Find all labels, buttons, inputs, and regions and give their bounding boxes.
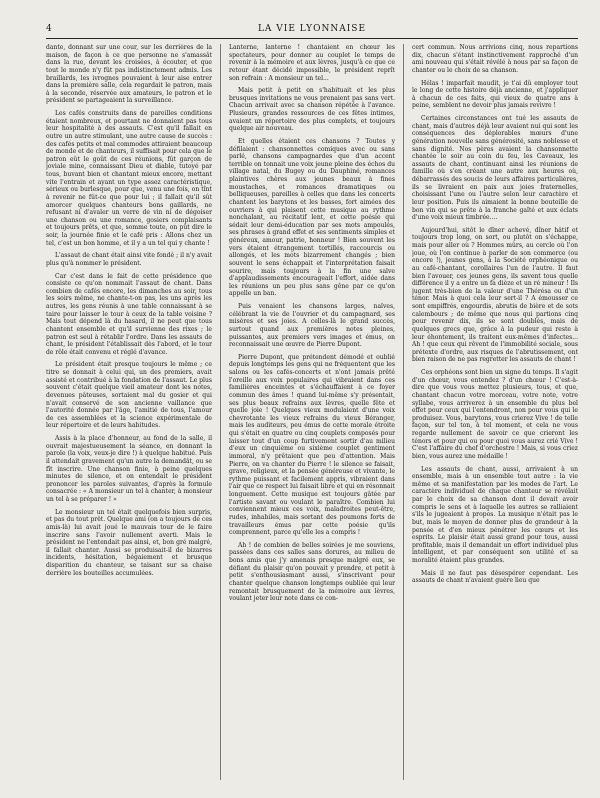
column-divider (220, 44, 221, 780)
paragraph: Mais petit à petit on s'habituait et les plus brusques invitations ne vous prenaient pas sans vert. Chacun arrivait avec sa chanson répétée à l'avance. Plusieurs, grandes ressources de ces fêtes intimes, avaient un répertoire des plus complets, et toujours quelque air nouveau. (229, 87, 395, 133)
paragraph: Lanterne, lanterne ! chantaient en chœur les spectateurs, pour donner au couplet le temps de revenir à la mémoire et aux lèvres, jusqu'à ce que ce retour étant décidé impossible, le président reprît son refrain : A monsieur un tel... (229, 44, 395, 82)
paragraph: Car c'est dans le fait de cette présidence que consiste ce qu'on nommait l'assaut de chant. Dans combien de cafés encore, les dimanches au soir, tous les soirs même, ne chante-t-on pas, les uns après les autres, les gens réunis à une table connaissant à se taire pour laisser le tour à ceux de la table voisine ? Mais tout dépend là du hasard, il ne peut que tous chantent ensemble et qu'il survienne des rixes ; le patron est seul à rétablir l'ordre. Dans les assauts de chant, le président l'établissait dès l'abord, et le tour de rôle était convenu et réglé d'avance. (46, 272, 212, 356)
page-number: 4 (46, 24, 53, 34)
paragraph: Et quelles étaient ces chansons ? Toutes y défilaient : chansonnettes comiques avec ou sans parlé, chansons campagnardes que d'un accent terrible on tonnait une voix jeune pleine des échos du village natal, du Bugey ou du Dauphiné, romances plaintives chères aux jeunes beaux à fines moustaches, et romances dramatiques ou belliqueuses, pareilles à celles que dans les concerts chantent les barytons et les basses, fort aimées des ouvriers à qui plaisent cette musique au rythme nonchalant, au récitatif lent, et cette poésie qui sédait leur demi-éducation par ses mots ampoulés, ses phrases à grand effet et ses sentiments simples et généreux, amour, patrie, honneur ! Bien souvent les vers étaient étrangement tortillés, raccourcis ou allongés, et les mots bizarrement changés ; bien souvent le sens échappait et l'interprétation faisait sourire, mais toujours à la fin une salve d'applaudissements encourageait l'effort, aidée dans les réunions un peu plus sans gêne par ce qu'on appelle un ban. (229, 137, 395, 298)
column-middle (229, 44, 395, 780)
paragraph: Mais il ne faut pas désespérer cependant. Les assauts de chant n'avaient guère lieu que (412, 569, 578, 585)
paragraph: dante, donnant sur une cour, sur les derrières de la maison, de façon à ce que personne ne s'amassât dans la rue, devant les croisées, à écouter, et que tout le monde n'y fût pas indistinctement admis. Les braillards, les ivrognes pouvaient à leur aise entrer dans la première salle, cela regardait le patron, mais à la seconde, réservée aux amateurs, le patron et le président se partageaient la surveillance. (46, 44, 212, 105)
paragraph: Ah ! de combien de belles soirées je me souviens, passées dans ces salles sans dorures, au milieu de bons amis que j'y amenais presque malgré eux, se défiant du plaisir qu'on pouvait y prendre, et petit à petit s'enthousiasmant aussi, s'inscrivant pour chanter quelque chanson longtemps oubliée qui leur remontait brusquement de la mémoire aux lèvres, voulant jeter leur note dans ce con- (229, 541, 395, 603)
paragraph: L'assaut de chant était ainsi vite fondé ; il n'y avait plus qu'à nommer le président. (46, 252, 212, 267)
column-divider (403, 44, 404, 780)
newspaper-page (46, 24, 578, 780)
paragraph: cert commun. Nous arrivions cinq, nous repartions dix, chacun s'étant instinctivement rapproché d'un ami nouveau qui s'était révélé à nous par sa façon de chanter ou le choix de sa chanson. (412, 44, 578, 74)
paragraph: Ces orphéons sont bien un signe du temps. Il s'agit d'un chœur, vous entendez ? d'un chœur ! C'est-à-dire que vous vous mettez plusieurs, tous, et que, chantant chacun votre morceau, votre note, votre syllabe, vous arriverez à un ensemble du plus bel effet pour ceux qui l'entendront, non pour vous qui le produisez. Vous, barytons, vous crierez Vive ! de telle façon, sur tel ton, à tel moment, et cela ne vous regarde nullement de savoir ce que crieront les ténors et pour qui ou pour quoi vous aurez crié Vive ! C'est l'affaire du chef d'orchestre ! Mais, si vous criez bien, vous aurez une médaille ! (412, 369, 578, 460)
paragraph: Le président était presque toujours le même ; ce titre se donnait à celui qui, un des premiers, avait assisté et contribué à la fondation de l'assaut. Le plus souvent c'était quelque vieil amateur dont les notes, devenues pâteuses, sortaient mal du gosier et qui n'avait conservé de son ancienne vaillance que l'autorité donnée par l'âge, l'amitié de tous, l'amour de ces assemblées et la science expérimentale de leur répertoire et de leurs habitudes. (46, 361, 212, 430)
running-head (46, 24, 578, 38)
paragraph: Le monsieur un tel était quelquefois bien surpris, et pas du tout prêt. Quelque ami (on a toujours de ces amis-là) lui avait joué le mauvais tour de le faire inscrire sans l'avoir nullement averti. Mais le président ne l'entendait pas ainsi, et, bon gré malgré, il fallait chanter. Aussi se produisait-il de bizarres incidents, hésitation, bégaiement et brusque disparition du chanteur, se taisant sur sa chaise derrière les bouteilles accumulées. (46, 508, 212, 577)
column-right (412, 44, 578, 780)
paragraph: Les cafés construits dans de pareilles conditions étaient nombreux, et pourtant ne donnaient pas tous leur hospitalité à des assauts. C'est qu'il fallait en outre un autre stimulant, une autre cause de succès : des cafés petits et mal commodes attiraient beaucoup de monde et de chanteurs, il suffisait pour cela que le patron eût le goût de ces réunions, fût garçon de joviale mine, connaissant Dieu et diable, tutoyé par tous, buvant bien et chantant mieux encore, mettant vite l'entrain et ayant un type assez caractéristique, sérieux ou burlesque, pour que, venu une fois, on tînt à revenir ne fût-ce que pour lui ; il fallait qu'il sût amorcer quelques chanteurs bons gaillards, ne refusant ni d'avaler un verre de vin ni de dégoiser une chanson ou une romance, gosiers complaisants et toujours prêts, et que, somme toute, on pût dire le soir, la journée finie et le café pris : Allons chez un tel, c'est un bon homme, et il y a un tel qui y chante ! (46, 110, 212, 247)
column-left (46, 44, 212, 780)
header-rule (46, 38, 578, 39)
paragraph: Aujourd'hui, sitôt le dîner achevé, dîner hâtif et toujours trop long, on sort, ou plutôt on s'échappe, mais pour aller où ? Hommes mûrs, au cercle où l'on joue, où l'on continue à parler de son commerce (ou encore !), jeunes gens, à la Société orphéonique ou au café-chantant, corollaires l'un de l'autre. Il faut bien l'avouer, ces jeunes gens, ils savent tous quelle différence il y a entre un fa dièze et un ré mineur ! Ils jugent très-bien de la valeur d'une Thérésa ou d'un ténor. Mais à quoi cela leur sert-il ? A émousser ce sont empiffrés, engourdis, abrutis de bière et de sots calembours ; de même que nous qui partions cinq pour revenir dix, ils se sont doublés, mais de quelques grecs que, grâce à la pudeur qui reste à leur éhontement, ils traitent eux-mêmes d'infectes... Ah ! que ceux qui rêvent de l'immobilité sociale, sous prétexte d'ordre, aux risques de l'abrutissement, ont bien raison de ne pas regretter les assauts de chant ! (412, 226, 578, 364)
text-columns (46, 44, 578, 780)
paragraph: Les assauts de chant, aussi, arrivaient à un ensemble, mais à un ensemble tout autre : la vie même et sa manifestation par les modes de l'art. Le caractère individuel de chaque chanteur se révélait par le choix de sa chanson dont il devait avoir compris le sens et à laquelle les autres se ralliaient s'ils le jugeaient à propos. La musique n'était pas le but, mais le moyen de donner plus de grandeur à la pensée et d'en mieux pénétrer les cœurs et les esprits. Le plaisir était aussi grand pour tous, aussi profitable, mais il demandait un effort individuel plus intelligent, et par conséquent son utilité et sa moralité étaient plus grandes. (412, 465, 578, 564)
paragraph: Certaines circonstances ont tué les assauts de chant, mais d'autres déjà leur avaient nui qui sont les conséquences des déplorables mœurs d'une génération nouvelle sans générosité, sans noblesse et sans dignité. Nos pères avaient la chansonnette chantée le soir au coin du feu, les Caveaux, les assauts de chant, continuant ainsi les réunions de famille où s'en créant une autre aux heures où, débarrassés des soucis de leurs affaires particulières, ils se livraient en paix aux joies fraternelles, choisissant l'une ou l'autre selon leur caractère et leur position. Puis ils aimaient la bonne bouteille de bon vin qui se prête à la franche gaîté et aux éclats d'une voix mieux timbrée.... (412, 115, 578, 222)
paragraph: Hélas ! imparfait maudit, je t'ai dû employer tout le long de cette histoire déjà ancienne, et j'appliquer à chacun de ces faits, qui vieux de quatre ans à peine, semblent ne devoir plus jamais revivre ! (412, 79, 578, 110)
paragraph: Assis à la place d'honneur, au fond de la salle, il ouvrait majestueusement la séance, en donnant la parole (la voix, veux-je dire !) à quelque habitué. Puis il attendait gravement qu'un autre la demandât, ou se fît inscrire. Une chanson finie, à peine quelques minutes de silence, et on entendait le président prononcer les paroles suivantes, d'après la formule consacrée : « A monsieur un tel à chanter, à monsieur un tel à se préparer ! » (46, 435, 212, 503)
paragraph: Puis venaient les chansons larges, naïves, célébrant la vie de l'ouvrier et du campagnard, ses misères et ses joies. A celles-là le grand succès, surtout quand aux premières notes pleines, puissantes, aux premiers vers images et émus, on reconnaissait une œuvre de Pierre Dupont. (229, 303, 395, 349)
journal-title: LA VIE LYONNAISE (257, 24, 367, 34)
paragraph: Pierre Dupont, que prétendent démodé et oublié depuis longtemps les gens qui ne fréquentent que les salons ou les cafés-concerts et n'ont jamais prêté l'oreille aux voix populaires qui vibraient dans ces familières enceintes et s'échauffaient à ce foyer commun des âmes ! quand lui-même s'y présentait, ses plus beaux refrains aux lèvres, quelle fête et quelle joie ! Quelques vieux modulaient d'une voix chevrotante les vieux refrains du vieux Béranger, mais les auditeurs, peu émus de cette morale étroite qui s'était en quatre ou cinq couplets composés pour laisser tout d'un coup furtivement sortir d'au milieu d'eux un cinquième ou sixième couplet gentiment immoral, n'y prêtaient que peu d'attention. Mais Pierre, on va chanter du Pierre ! le silence se faisait, grave, religieux, et la pensée généreuse et vivante, le rythme puissant et facilement appris, vibraient dans l'air que ce respect lui faisait libre et qui en résonnait longuement. Cette musique est toujours gâtée par l'artiste savant ou voulant le paraître. Combien lui conviennent mieux ces voix, maladroites peut-être, rudes, inhabiles, mais sortant des poumons forts de travailleurs émus par cette poésie qu'ils comprennent, parce qu'elle les a compris ! (229, 353, 395, 537)
